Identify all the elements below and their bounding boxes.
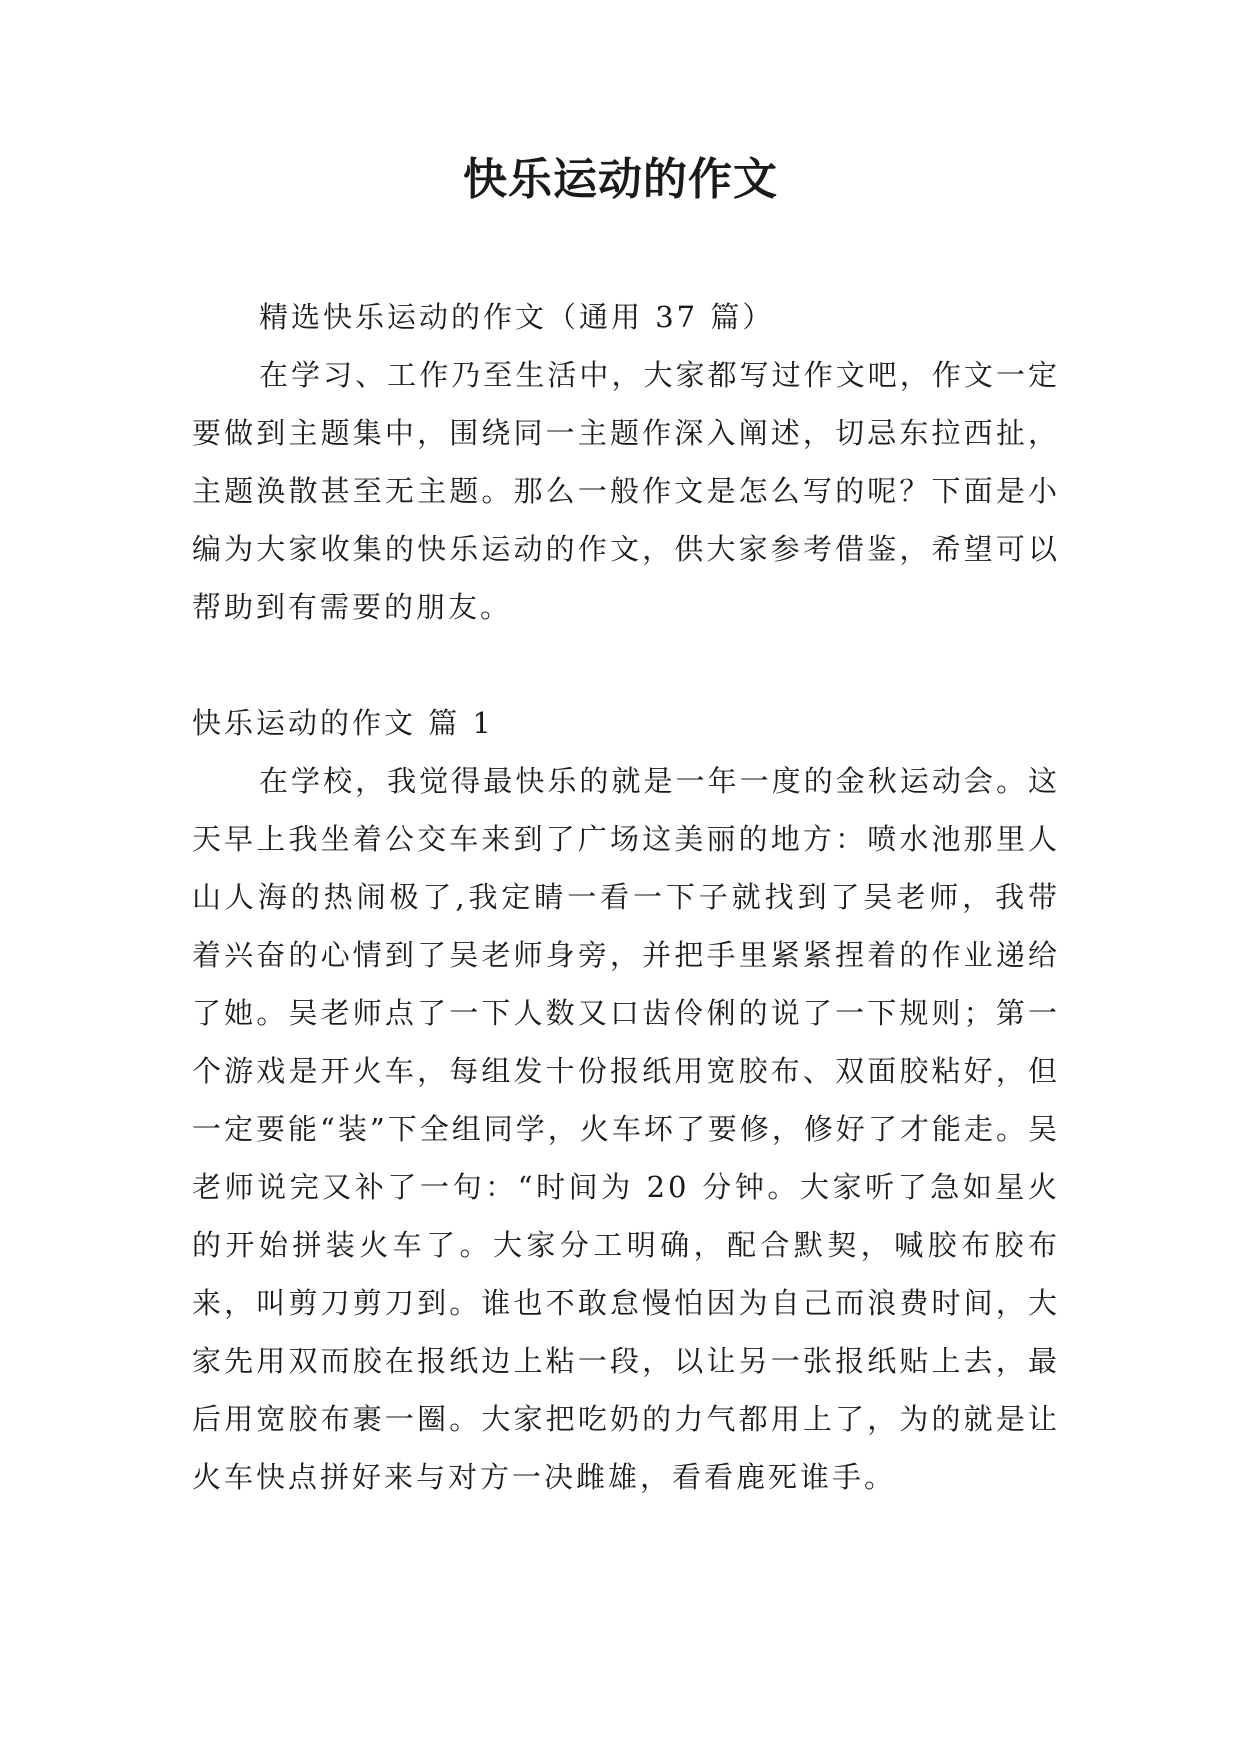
subtitle-paragraph: 精选快乐运动的作文（通用 37 篇） — [259, 300, 775, 334]
intro-paragraph: 在学习、工作乃至生活中，大家都写过作文吧，作文一定要做到主题集中，围绕同一主题作深入阐述，切忌东拉西扯，主题涣散甚至无主题。那么一般作文是怎么写的呢？下面是小编为大家收集的快乐运动的作文，供大家参考借鉴，希望可以帮助到有需要的朋友。 — [192, 358, 1060, 624]
document-body — [192, 288, 1060, 1506]
paragraph-gap — [192, 636, 1060, 694]
section-body-paragraph: 在学校，我觉得最快乐的就是一年一度的金秋运动会。这天早上我坐着公交车来到了广场这美丽的地方：喷水池那里人山人海的热闹极了,我定睛一看一下子就找到了吴老师，我带着兴奋的心情到了吴老师身旁，并把手里紧紧捏着的作业递给了她。吴老师点了一下人数又口齿伶俐的说了一下规则；第一个游戏是开火车，每组发十份报纸用宽胶布、双面胶粘好，但一定要能“装”下全组同学，火车坏了要修，修好了才能走。吴老师说完又补了一句：“时间为 20 分钟。大家听了急如星火的开始拼装火车了。大家分工明确，配合默契，喊胶布胶布来，叫剪刀剪刀到。谁也不敢怠慢怕因为自己而浪费时间，大家先用双而胶在报纸边上粘一段，以让另一张报纸贴上去，最后用宽胶布裹一圈。大家把吃奶的力气都用上了，为的就是让火车快点拼好来与对方一决雌雄，看看鹿死谁手。 — [192, 764, 1060, 1494]
document-title: 快乐运动的作文 — [463, 154, 778, 205]
section-heading: 快乐运动的作文 篇 1 — [192, 706, 494, 740]
